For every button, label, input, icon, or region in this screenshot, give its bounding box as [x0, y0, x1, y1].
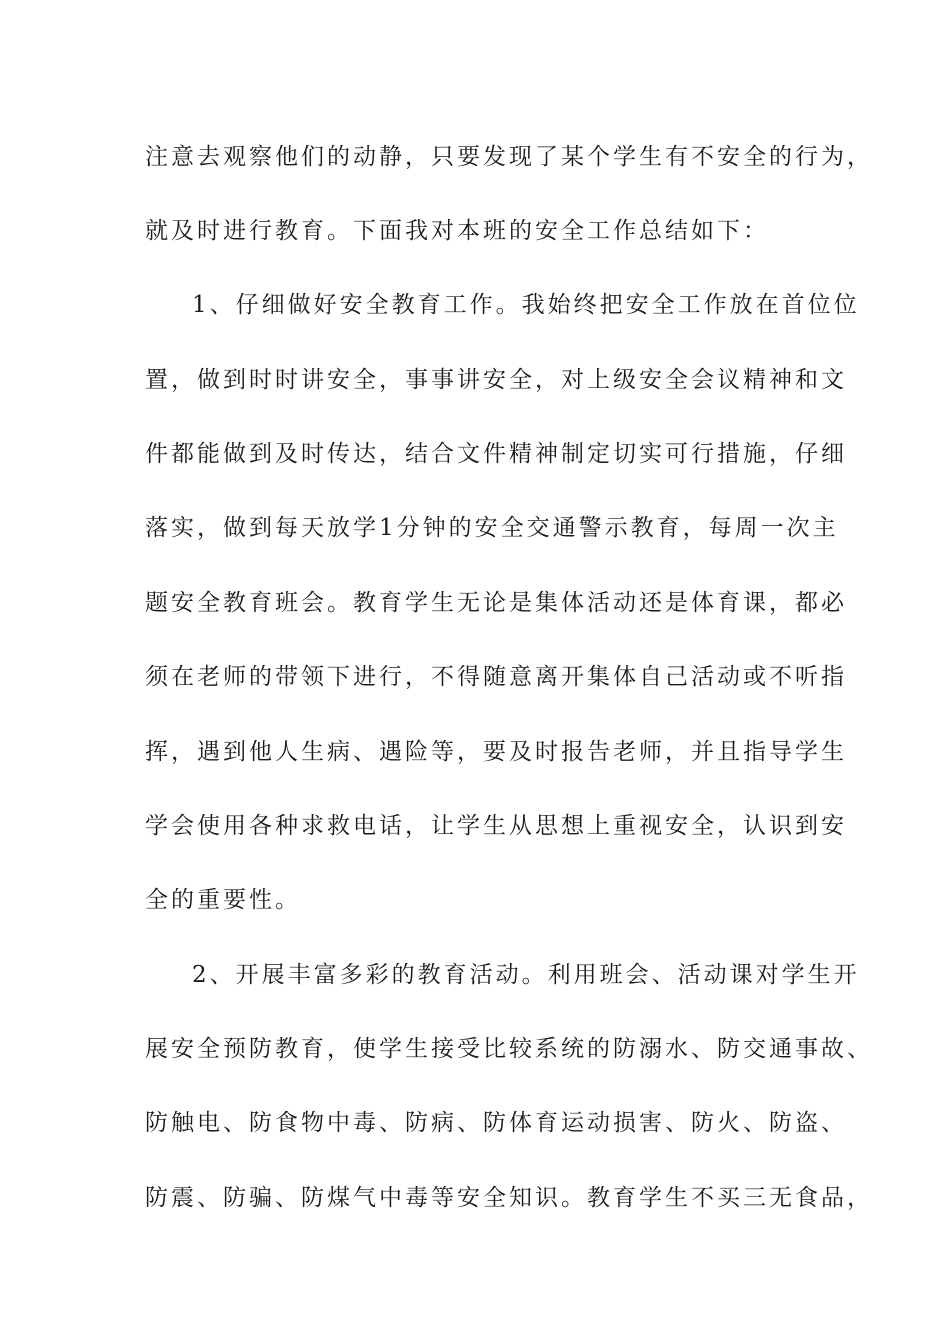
text-line: 须在老师的带领下进行，不得随意离开集体自己活动或不听指 [145, 664, 847, 690]
text-line: 防触电、防食物中毒、防病、防体育运动损害、防火、防盗、 [145, 1110, 847, 1136]
text-line: 全的重要性。 [145, 887, 301, 913]
text-line: 置，做到时时讲安全，事事讲安全，对上级安全会议精神和文 [145, 367, 847, 393]
text-line: 就及时进行教育。下面我对本班的安全工作总结如下： [145, 218, 769, 244]
text-line: 防震、防骗、防煤气中毒等安全知识。教育学生不买三无食品， [145, 1185, 873, 1211]
text-line: 题安全教育班会。教育学生无论是集体活动还是体育课，都必 [145, 590, 847, 616]
text-line: 挥，遇到他人生病、遇险等，要及时报告老师，并且指导学生 [145, 739, 847, 765]
paragraph-start-line: 1、仔细做好安全教育工作。我始终把安全工作放在首位位 [192, 292, 860, 318]
text-line: 落实，做到每天放学1分钟的安全交通警示教育，每周一次主 [145, 515, 839, 541]
text-line: 注意去观察他们的动静，只要发现了某个学生有不安全的行为， [145, 144, 873, 170]
paragraph-start-line: 2、开展丰富多彩的教育活动。利用班会、活动课对学生开 [192, 962, 860, 988]
text-line: 学会使用各种求救电话，让学生从思想上重视安全，认识到安 [145, 813, 847, 839]
text-line: 展安全预防教育，使学生接受比较系统的防溺水、防交通事故、 [145, 1036, 873, 1062]
text-line: 件都能做到及时传达，结合文件精神制定切实可行措施，仔细 [145, 441, 847, 467]
